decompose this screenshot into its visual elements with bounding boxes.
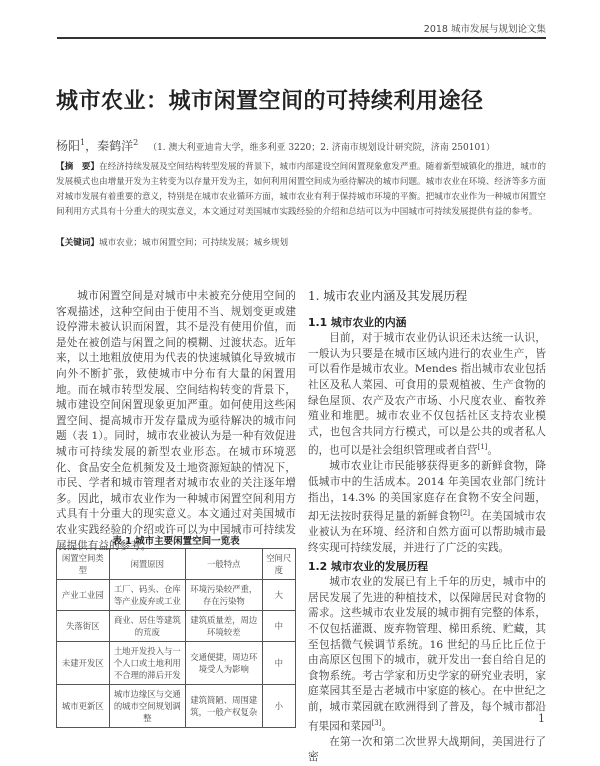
- table-cell: 建筑质量差，周边环境较差: [186, 611, 262, 642]
- table-row: [57, 642, 296, 685]
- keywords-text: 城市农业；城市闲置空间；可持续发展；城乡规划: [98, 238, 289, 248]
- paper-title: 城市农业：城市闲置空间的可持续利用途径: [56, 89, 484, 114]
- table-header-cell: 闲置空间类型: [57, 549, 110, 580]
- subsection-heading: 1.2 城市农业的发展历程: [308, 559, 429, 573]
- table-cell: 城市更新区: [57, 685, 110, 728]
- citation: [1]: [477, 443, 488, 452]
- table-cell: 交通便捷，周边环境受人为影响: [186, 642, 262, 685]
- table-row: [57, 685, 296, 728]
- citation: [3]: [371, 718, 382, 727]
- table-header-cell: 空间尺度: [262, 549, 295, 580]
- body-paragraph: 目前，对于城市农业仍认识还未达统一认识，一般认为只要是在城市区域内进行的农业生产，皆可以看作是城市农业。Mendes 指出城市农业包括社区及私人菜园、可食用的景观植被、生产食物的绿色屋顶、农产及农产市场、小尺度农业、畜牧养殖业和堆肥。城市农业不仅包括社区支持农业模式，也包含共同方行模式，可以是公共的或者私人的，也可以是社会组织管理或者自营[1]。: [308, 332, 546, 457]
- affiliation: （1. 澳大利亚迪肯大学，维多利亚 3220；2. 济南市规划设计研究院，济南 250101）: [148, 143, 495, 153]
- paragraph-text: 。在美国城市农业被认为在环境、经济和自然方面可以帮助城市最终实现可持续发展，并进行了广泛的实践。: [308, 510, 547, 554]
- table-cell: 土地开发投入与一个人口或土地利用不合理的滞后开发: [109, 642, 185, 685]
- author-name: 秦鹤洋: [97, 139, 134, 153]
- table-cell: 环境污染较严重，存在污染物: [186, 580, 262, 611]
- table-cell: 小: [262, 685, 295, 728]
- subsection-heading: 1.1 城市农业的内涵: [308, 315, 407, 329]
- table-cell: 建筑简陋、周围建筑，一般产权复杂: [186, 685, 262, 728]
- table-caption: 表 1 城市主要闲置空间一览表: [112, 536, 240, 547]
- author-name: 杨阳: [56, 139, 81, 153]
- author-sup: 1: [80, 138, 86, 147]
- table-row: [57, 611, 296, 642]
- table-cell: 未建开发区: [57, 642, 110, 685]
- keywords-label: 【关键词】: [56, 238, 99, 248]
- table-cell: 城市边缘区与交通的城市空间规划调整: [109, 685, 185, 728]
- running-header: 2018 城市发展与规划论文集: [423, 24, 546, 35]
- author-sup: 2: [133, 138, 139, 147]
- table-cell: 产业工业园: [57, 580, 110, 611]
- section-heading: 1. 城市农业内涵及其发展历程: [308, 289, 468, 303]
- abstract-text: 在经济持续发展及空间结构转型发展的背景下，城市内部建设空间闲置现象愈发严重。随着新型城镇化的推进，城市的发展模式也由增量开发为主转变为以存量开发为主，如何利用闲置空间成为亟待解决的城市问题。城市农业在环境、经济等多方面对城市发展有着重要的意义，特别是在城市农业循环方面，城市农业有利于保持城市环境的平衡。把城市农业作为一种城市闲置空间利用方式具有十分重大的现实意义，本文通过对美国城市实践经验的介绍和总结可以为中国城市可持续发展提供有益的参考。: [56, 162, 546, 217]
- table-cell: 中: [262, 611, 295, 642]
- body-paragraph: [308, 459, 546, 556]
- table-header-cell: 一般特点: [186, 549, 262, 580]
- left-column: [56, 289, 296, 554]
- table-cell: 失落街区: [57, 611, 110, 642]
- table-cell: 大: [262, 580, 295, 611]
- paragraph-text: 城市农业让市民能够获得更多的新鲜食物，降低城市中的生活成本。2014 年美国农业部门统计指出，14.3% 的美国家庭存在食物不安全问题，却无法按时获得足量的新鲜食物: [308, 460, 546, 523]
- citation: [2]: [460, 509, 470, 518]
- idle-space-table: [56, 548, 296, 728]
- table-cell: 工厂、码头、仓库等产业废弃或工业: [109, 580, 185, 611]
- table-cell: 中: [262, 642, 295, 685]
- body-paragraph: 城市农业的发展已有上千年的历史，城市中的居民发展了先进的种植技术，以保障居民对食物的需求。这些城市农业发展的城市拥有完整的体系，不仅包括灌溉、废弃物管理、梯田系统、贮藏，其至包括微气候调节系统。16 世纪的马丘比丘位于由高原区包围下的城市，就开发出一套自给自足的食物系统。考古学家和历史学家的研究业表明，家庭菜园其至是古老城市中家庭的核心。在中世纪之前，城市菜园就在欧洲得到了普及，每个城市都沿有果园和菜园[3]。: [308, 576, 546, 733]
- table-cell: 商业、居住等建筑的荒废: [109, 611, 185, 642]
- author-separator: ，: [85, 139, 98, 153]
- table-header-cell: 闲置原因: [109, 549, 185, 580]
- body-paragraph: 城市闲置空间是对城市中未被充分使用空间的客观描述，这种空间由于使用不当、规划变更或建设停滞未被认识而闲置，其不是没有使用价值，而是处在被创造与闲置之间的模糊、过渡状态。近年来，以土地粗放使用为代表的快速城镇化导致城市向外不断扩张，致使城市中分布有大量的闲置用地。而在城市转型发展、空间结构转变的背景下，城市建设空间闲置现象更加严重。如何使用这些闲置空间、提高城市开发存量成为亟待解决的城市问题（表 1）。同时，城市农业被认为是一种有效促进城市可持续发展的新型农业形态。在城市环境恶化、食品安全危机频发及土地资源短缺的情况下，市民、学者和城市管理者对城市农业的关注逐年增多。因此，城市农业作为一种城市闲置空间利用方式具有十分重大的现实意义。本文通过对美国城市农业实践经验的介绍或许可以为中国城市可持续发展提供有益的参考。: [56, 290, 296, 552]
- abstract: [56, 160, 546, 220]
- right-column: [308, 289, 546, 766]
- authors-line: [56, 137, 495, 154]
- abstract-label: 【摘 要】: [56, 162, 99, 172]
- paragraph-text: 目前，对于城市农业仍认识还未达统一认识，一般认为只要是在城市区域内进行的农业生产，皆可以看作是城市农业。Mendes 指出城市农业包括社区及私人菜园、可食用的景观植被、生产食物的绿色屋顶、农产及农产市场、小尺度农业、畜牧养殖业和堆肥。城市农业不仅包括社区支持农业模式，也包含共同方行模式，可以是公共的或者私人的，也可以是社会组织管理或者自营: [308, 332, 546, 457]
- body-paragraph: 在第一次和第二次世界大战期间，美国进行了密: [308, 735, 546, 764]
- keywords: [56, 236, 546, 248]
- table-header-row: [57, 549, 296, 580]
- paragraph-text: 城市农业的发展已有上千年的历史，城市中的居民发展了先进的种植技术，以保障居民对食物的需求。这些城市农业发展的城市拥有完整的体系，不仅包括灌溉、废弃物管理、梯田系统、贮藏，其至包括微气候调节系统。16 世纪的马丘比丘位于由高原区包围下的城市，就开发出一套自给自足的食物系统。考古学家和历史学家的研究业表明，家庭菜园其至是古老城市中家庭的核心。在中世纪之前，城市菜园就在欧洲得到了普及，每个城市都沿有果园和菜园: [308, 576, 546, 733]
- page-number: 1: [538, 712, 545, 725]
- header-rule: [57, 37, 546, 39]
- table-row: [57, 580, 296, 611]
